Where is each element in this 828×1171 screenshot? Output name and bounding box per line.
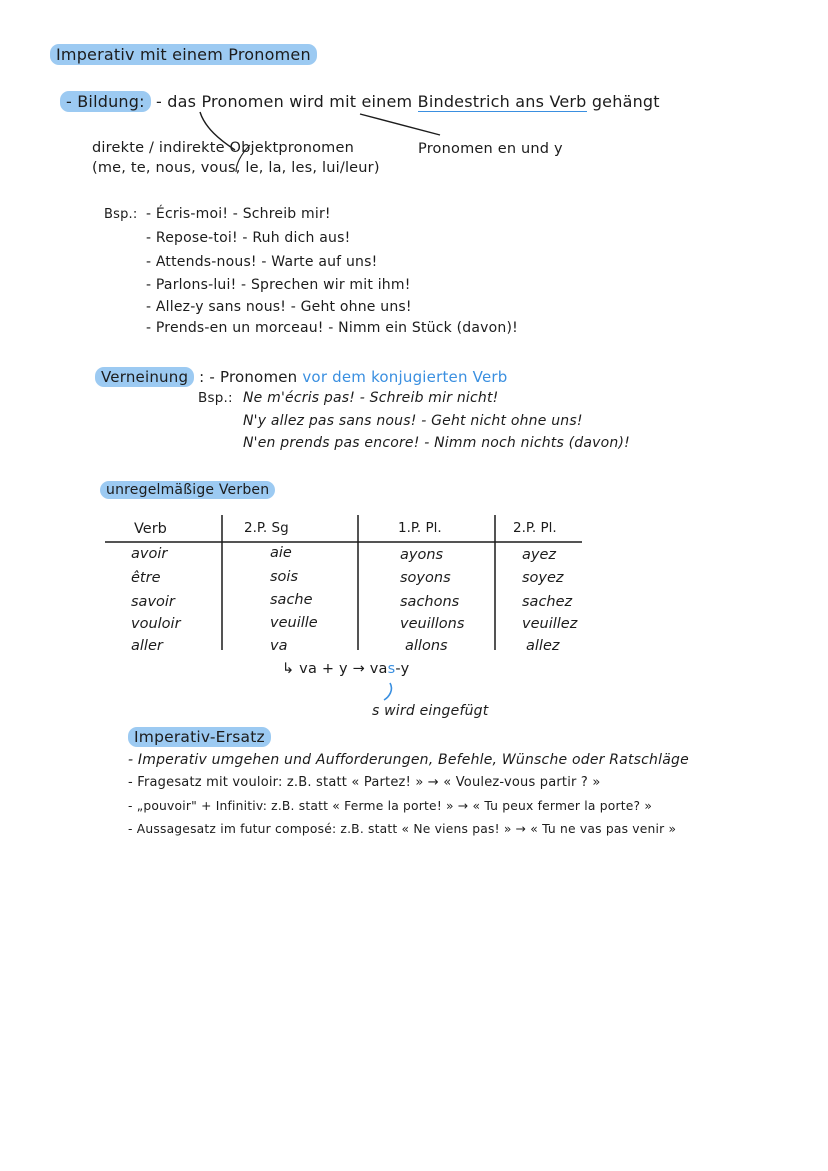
table-cell: ayez xyxy=(522,547,556,563)
ersatz-item-1: - Imperativ umgehen und Aufforderungen, Befehle, Wünsche oder Ratschläge xyxy=(128,752,689,768)
verneinung-blue-text: vor dem konjugierten Verb xyxy=(302,368,508,386)
table-cell: veuille xyxy=(270,615,318,631)
va-y-note-pre: ↳ va + y → xyxy=(282,661,365,677)
table-header-2psg: 2.P. Sg xyxy=(244,520,289,536)
bildung-label: - Bildung: xyxy=(60,91,151,112)
example-item-1: - Écris-moi! - Schreib mir! xyxy=(146,206,331,222)
verneinung-item-1: Ne m'écris pas! - Schreib mir nicht! xyxy=(243,390,499,406)
unregelmaessig-label: unregelmäßige Verben xyxy=(100,482,275,498)
verneinung-bsp-label: Bsp.: xyxy=(198,390,233,406)
example-item-3: - Attends-nous! - Warte auf uns! xyxy=(146,254,378,270)
va-y-note-s: s xyxy=(387,661,396,677)
table-cell: aller xyxy=(131,638,163,654)
va-y-note-va: va xyxy=(369,661,388,677)
ersatz-item-4: - Aussagesatz im futur composé: z.B. statt « Ne viens pas! » → « Tu ne vas pas venir » xyxy=(128,822,677,836)
example-item-2: - Repose-toi! - Ruh dich aus! xyxy=(146,230,351,246)
ersatz-item-2: - Fragesatz mit vouloir: z.B. statt « Partez! » → « Voulez-vous partir ? » xyxy=(128,775,601,790)
table-cell: veuillez xyxy=(522,616,578,632)
table-cell: sachez xyxy=(522,594,573,610)
va-y-note-y: -y xyxy=(395,661,410,677)
table-cell: vouloir xyxy=(131,616,181,632)
table-cell: sache xyxy=(270,592,313,608)
verneinung-text: : - Pronomen xyxy=(199,368,298,386)
branch-left-title: direkte / indirekte Objektpronomen xyxy=(92,140,354,156)
verneinung-item-3: N'en prends pas encore! - Nimm noch nichts (davon)! xyxy=(243,435,630,451)
example-item-5: - Allez-y sans nous! - Geht ohne uns! xyxy=(146,299,412,315)
ersatz-label: Imperativ-Ersatz xyxy=(128,728,271,746)
ersatz-item-3: - „pouvoir" + Infinitiv: z.B. statt « Ferme la porte! » → « Tu peux fermer la porte? » xyxy=(128,799,653,813)
bildung-text-pre: - das Pronomen wird mit einem xyxy=(156,92,413,111)
table-header-verb: Verb xyxy=(134,521,167,537)
bildung-text-post: gehängt xyxy=(591,92,660,111)
table-cell: allez xyxy=(526,638,560,654)
verneinung-label: Verneinung xyxy=(95,367,194,387)
table-cell: sois xyxy=(270,569,299,585)
page-title: Imperativ mit einem Pronomen xyxy=(50,45,317,64)
branch-right-title: Pronomen en und y xyxy=(418,141,563,157)
table-cell: soyons xyxy=(400,570,451,586)
table-cell: soyez xyxy=(522,570,564,586)
table-cell: être xyxy=(131,570,161,586)
table-cell: veuillons xyxy=(400,616,465,632)
va-y-note xyxy=(282,661,409,677)
table-cell: sachons xyxy=(400,594,460,610)
example-item-4: - Parlons-lui! - Sprechen wir mit ihm! xyxy=(146,277,411,293)
table-cell: ayons xyxy=(400,547,444,563)
s-eingefuegt-note: s wird eingefügt xyxy=(372,703,489,719)
table-cell: allons xyxy=(405,638,448,654)
table-cell: avoir xyxy=(131,546,168,562)
table-cell: aie xyxy=(270,545,292,561)
bildung-text-underlined: Bindestrich ans Verb xyxy=(417,92,587,111)
table-header-1ppl: 1.P. Pl. xyxy=(398,520,442,536)
examples-label: Bsp.: xyxy=(104,207,138,222)
table-cell: savoir xyxy=(131,594,175,610)
table-cell: va xyxy=(270,638,288,654)
branch-left-list: (me, te, nous, vous, le, la, les, lui/leur) xyxy=(92,160,380,176)
example-item-6: - Prends-en un morceau! - Nimm ein Stück (davon)! xyxy=(146,320,518,336)
table-header-2ppl: 2.P. Pl. xyxy=(513,520,557,536)
verneinung-item-2: N'y allez pas sans nous! - Geht nicht ohne uns! xyxy=(243,413,583,429)
